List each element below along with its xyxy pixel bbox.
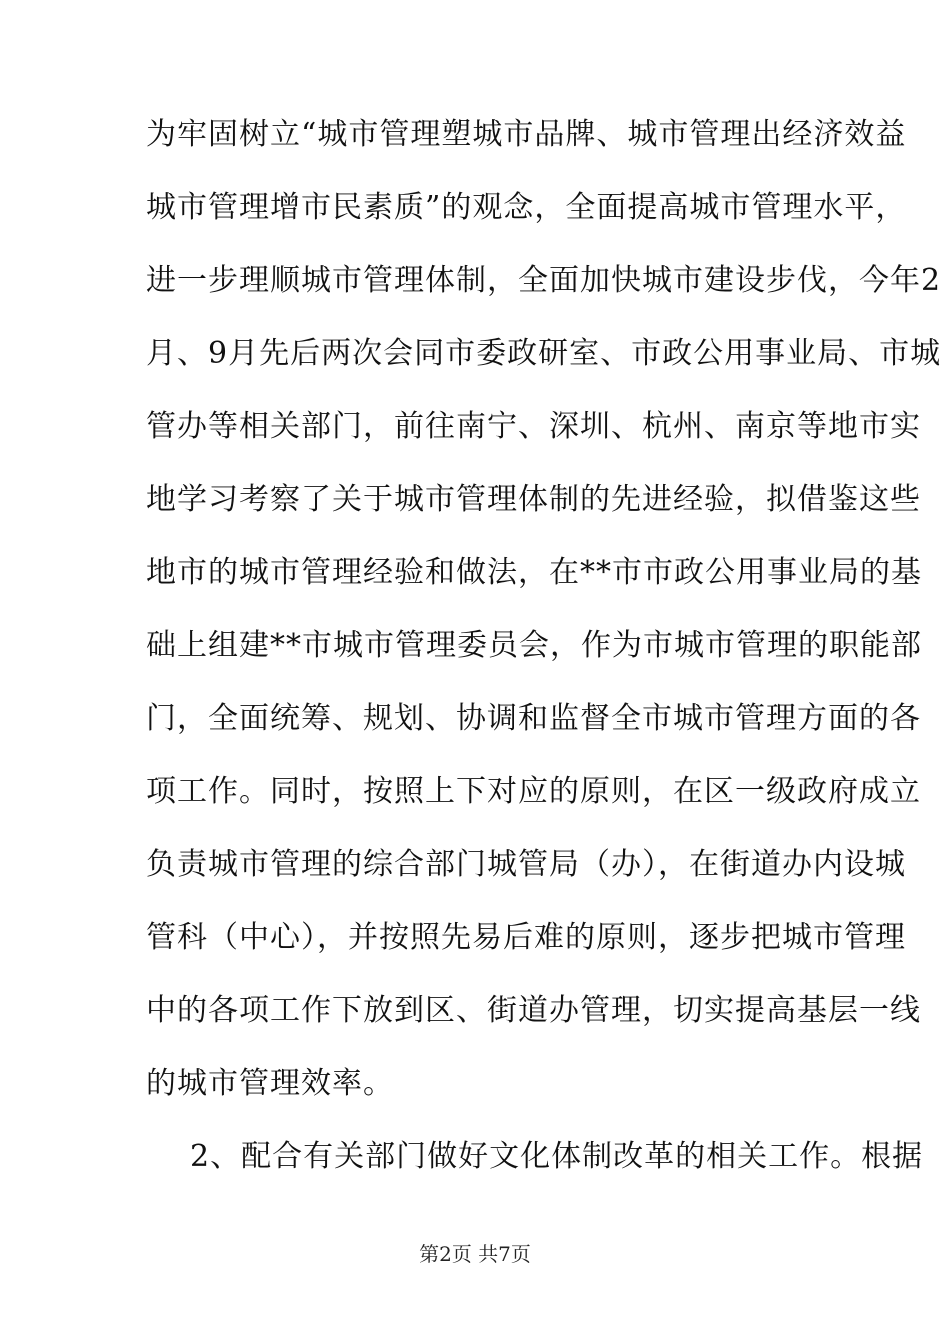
body-text-line: 2、配合有关部门做好文化体制改革的相关工作。根据 (190, 1139, 924, 1174)
body-text-line: 门，全面统筹、规划、协调和监督全市城市管理方面的各 (146, 701, 921, 736)
body-text-line: 进一步理顺城市管理体制，全面加快城市建设步伐，今年2 (146, 263, 942, 298)
body-text-line: 为牢固树立“城市管理塑城市品牌、城市管理出经济效益 (146, 117, 907, 152)
body-text-line: 的城市管理效率。 (146, 1066, 394, 1101)
body-text-line: 础上组建**市城市管理委员会，作为市城市管理的职能部 (146, 628, 922, 663)
body-text-line: 城市管理增市民素质”的观念，全面提高城市管理水平， (146, 190, 907, 225)
body-text-line: 管科（中心），并按照先易后难的原则，逐步把城市管理 (146, 920, 906, 955)
body-text-line: 地学习考察了关于城市管理体制的先进经验，拟借鉴这些 (146, 482, 921, 517)
body-text-line: 项工作。同时，按照上下对应的原则，在区一级政府成立 (146, 774, 921, 809)
body-text-line: 月、9月先后两次会同市委政研室、市政公用事业局、市城 (146, 336, 942, 371)
body-text-line: 管办等相关部门，前往南宁、深圳、杭州、南京等地市实 (146, 409, 921, 444)
body-text-line: 中的各项工作下放到区、街道办管理，切实提高基层一线 (146, 993, 921, 1028)
body-text-line: 地市的城市管理经验和做法，在**市市政公用事业局的基 (146, 555, 922, 590)
page-number-footer: 第2页 共7页 (419, 1242, 531, 1266)
body-text-line: 负责城市管理的综合部门城管局（办），在街道办内设城 (146, 847, 906, 882)
